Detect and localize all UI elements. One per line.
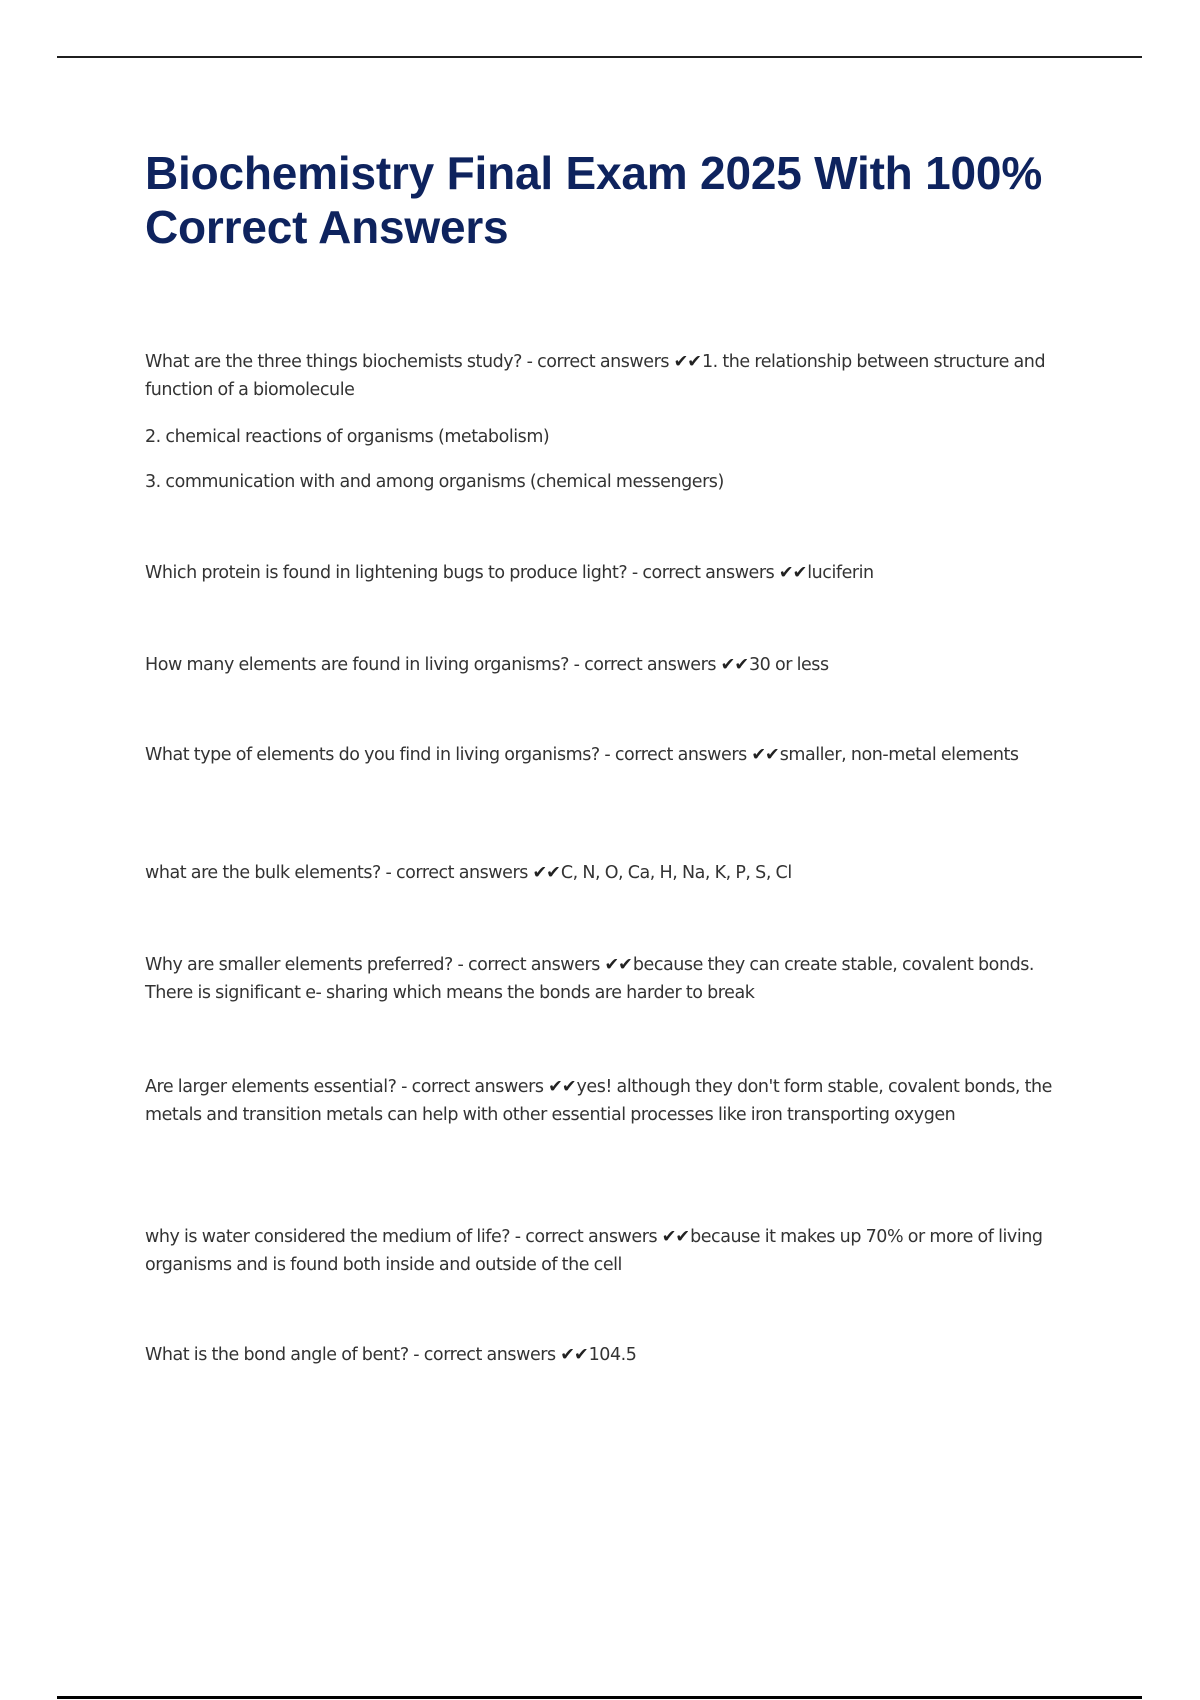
qa-item [145, 741, 1080, 769]
double-check-icon: ✔✔ [778, 563, 807, 583]
question-text: what are the bulk elements? [145, 863, 381, 883]
answer-text: 1. the relationship between structure and function of a biomolecule [145, 352, 1046, 400]
double-check-icon: ✔✔ [720, 655, 748, 675]
question-text: why is water considered the medium of life? [145, 1227, 511, 1247]
answer-separator: - correct answers [452, 955, 605, 975]
qa-item [145, 859, 1080, 887]
qa-item [145, 559, 1080, 587]
answer-separator: - correct answers [522, 352, 674, 372]
question-text: Which protein is found in lightening bugs to produce light? [145, 563, 628, 583]
answer-text: smaller, non-metal elements [779, 745, 1019, 765]
answer-separator: - correct answers [627, 563, 779, 583]
answer-separator: - correct answers [408, 1345, 561, 1365]
qa-item [145, 348, 1080, 404]
answer-continuation: 2. chemical reactions of organisms (metabolism) [145, 427, 550, 447]
answer-text: yes! although they don't form stable, covalent bonds, the metals and transition metals can help with other essential processes like iron transporting oxygen [145, 1077, 1052, 1125]
double-check-icon: ✔✔ [560, 1345, 588, 1365]
answer-separator: - correct answers [510, 1227, 662, 1247]
answer-separator: - correct answers [396, 1077, 549, 1097]
answer-text: luciferin [807, 563, 874, 583]
answer-separator: - correct answers [380, 863, 533, 883]
qa-item [145, 951, 1080, 1007]
qa-item [145, 1341, 1080, 1369]
answer-separator: - correct answers [599, 745, 752, 765]
answer-continuation: 3. communication with and among organisms (chemical messengers) [145, 472, 724, 492]
double-check-icon: ✔✔ [673, 352, 701, 372]
answer-text: 104.5 [588, 1345, 637, 1365]
question-text: What type of elements do you find in living organisms? [145, 745, 600, 765]
answer-separator: - correct answers [569, 655, 721, 675]
question-text: Why are smaller elements preferred? [145, 955, 453, 975]
answer-text: 30 or less [748, 655, 829, 675]
double-check-icon: ✔✔ [548, 1077, 576, 1097]
answer-text: because they can create stable, covalent bonds. There is significant e- sharing which means the bonds are harder to break [145, 955, 1035, 1003]
answer-text: C, N, O, Ca, H, Na, K, P, S, Cl [560, 863, 792, 883]
qa-item [145, 651, 1080, 679]
footer-rule [57, 1696, 1142, 1699]
header-rule [57, 56, 1142, 58]
qa-item [145, 1073, 1080, 1129]
qa-item [145, 1223, 1080, 1279]
question-text: How many elements are found in living organisms? [145, 655, 570, 675]
question-text: What is the bond angle of bent? [145, 1345, 409, 1365]
document-title: Biochemistry Final Exam 2025 With 100% Correct Answers [145, 147, 1043, 253]
double-check-icon: ✔✔ [532, 863, 560, 883]
double-check-icon: ✔✔ [751, 745, 779, 765]
question-text: Are larger elements essential? [145, 1077, 397, 1097]
question-text: What are the three things biochemists study? [145, 352, 522, 372]
double-check-icon: ✔✔ [604, 955, 632, 975]
answer-text: because it makes up 70% or more of living organisms and is found both inside and outside of the cell [145, 1227, 1043, 1275]
double-check-icon: ✔✔ [661, 1227, 690, 1247]
